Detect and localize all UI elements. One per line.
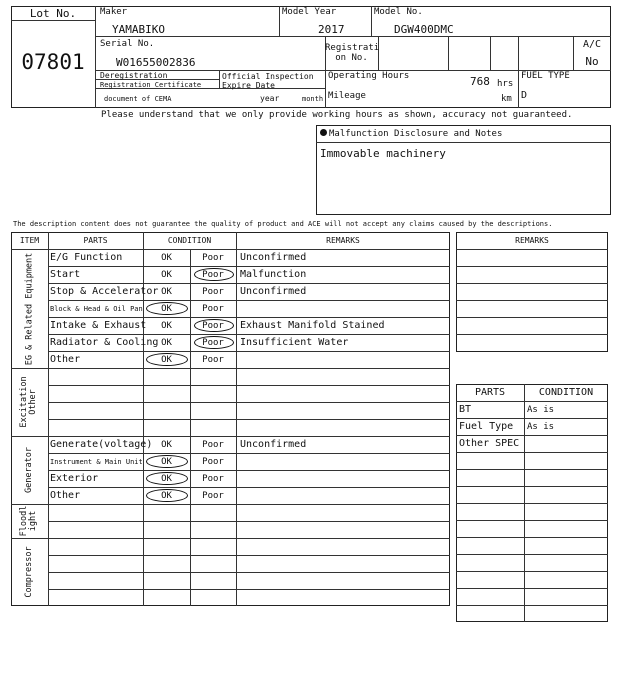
month-label: month: [302, 95, 324, 103]
ok-option: OK: [161, 253, 172, 263]
part-name: Instrument & Main Unit: [50, 458, 143, 466]
registration-certificate-label: Registration Certificate: [100, 81, 202, 89]
part-name: Intake & Exhaust: [50, 320, 147, 331]
ok-option: OK: [161, 270, 172, 280]
fuel-type-value: D: [521, 90, 528, 101]
poor-option: Poor: [202, 321, 224, 331]
grid-line: [456, 300, 608, 301]
serial-label: Serial No.: [100, 39, 155, 49]
grid-line: [48, 470, 450, 471]
grid-line: [456, 554, 608, 555]
mileage-label: Mileage: [328, 91, 366, 101]
inspection-label: Official Inspection Expire Date: [222, 72, 314, 90]
model-year-label: Model Year: [282, 7, 337, 17]
grid-line: [456, 266, 608, 267]
serial-value: W01655002836: [116, 56, 196, 69]
section-label: Compressor: [23, 546, 34, 598]
grid-line: [456, 605, 608, 606]
section-divider: [11, 504, 450, 505]
poor-option: Poor: [202, 338, 224, 348]
section-label: Generator: [23, 446, 34, 494]
spec-condition: As is: [527, 422, 555, 432]
grid-line: [279, 6, 280, 36]
poor-circle-mark: [194, 319, 234, 332]
remark-text: Unconfirmed: [240, 286, 307, 297]
grid-line: [456, 469, 608, 470]
section-label: EG & Related Equipment: [23, 252, 34, 365]
remark-text: Unconfirmed: [240, 439, 307, 450]
grid-line: [95, 6, 96, 108]
remark-text: Malfunction: [240, 269, 307, 280]
remark-text: Unconfirmed: [240, 252, 307, 263]
poor-option: Poor: [202, 355, 224, 365]
grid-line: [48, 385, 450, 386]
ok-option: OK: [161, 355, 172, 365]
part-name: Radiator & Cooling: [50, 337, 159, 348]
grid-line: [11, 249, 450, 250]
hrs-unit: hrs: [497, 79, 514, 89]
poor-option: Poor: [202, 270, 224, 280]
spec-part: BT: [459, 404, 472, 415]
grid-line: [48, 589, 450, 590]
grid-line: [456, 418, 608, 419]
ac-label: A/C: [582, 39, 602, 50]
grid-line: [95, 36, 611, 37]
grid-line: [48, 317, 450, 318]
operating-hours-label: Operating Hours: [328, 71, 410, 81]
part-name: Block & Head & Oil Pan: [50, 305, 143, 313]
part-name: E/G Function: [50, 252, 123, 263]
ok-circle-mark: [146, 455, 188, 468]
km-unit: km: [501, 94, 512, 104]
spec-part: Fuel Type: [459, 421, 514, 432]
ok-circle-mark: [146, 353, 188, 366]
grid-line: [48, 402, 450, 403]
year-label: year: [260, 94, 280, 103]
registration-label: Registrati on No.: [325, 43, 380, 63]
poor-option: Poor: [202, 287, 224, 297]
poor-option: Poor: [202, 457, 224, 467]
model-no-value: DGW400DMC: [394, 23, 454, 36]
grid-line: [456, 317, 608, 318]
grid-line: [48, 419, 450, 420]
grid-line: [371, 6, 372, 36]
ok-option: OK: [161, 474, 172, 484]
deregistration-label: Deregistration: [100, 71, 168, 80]
grid-line: [456, 537, 608, 538]
grid-line: [448, 36, 449, 70]
grid-line: [316, 142, 611, 143]
grid-line: [48, 555, 450, 556]
part-name: Start: [50, 269, 81, 280]
cema-document-label: document of CEMA: [104, 95, 172, 103]
bullet-icon: [320, 129, 327, 136]
grid-line: [48, 300, 450, 301]
poor-circle-mark: [194, 268, 234, 281]
spec-part: Other SPEC: [459, 438, 520, 449]
maker-label: Maker: [100, 7, 128, 17]
poor-option: Poor: [202, 253, 224, 263]
poor-option: Poor: [202, 474, 224, 484]
grid-line: [48, 283, 450, 284]
section-divider: [11, 538, 450, 539]
item-header: ITEM: [19, 236, 40, 245]
grid-line: [456, 571, 608, 572]
grid-line: [48, 351, 450, 352]
lot-number: 07801: [21, 50, 85, 74]
grid-line: [456, 452, 608, 453]
ok-option: OK: [161, 491, 172, 501]
malfunction-notes: Immovable machinery: [320, 147, 446, 160]
coverage-notice: Please understand that we only provide working hours as shown, accuracy not guaranteed.: [101, 110, 573, 120]
model-year-value: 2017: [318, 23, 345, 36]
part-name: Generate(voltage): [50, 439, 153, 450]
grid-line: [48, 487, 450, 488]
parts-header: PARTS: [83, 236, 108, 245]
ok-option: OK: [161, 304, 172, 314]
grid-line: [456, 520, 608, 521]
part-name: Other: [50, 490, 81, 501]
lot-label: Lot No.: [29, 7, 77, 20]
section-label: Floodl ight: [19, 505, 38, 537]
disclaimer-text: The description content does not guarantee the quality of product and ACE will not accept any claims caused by the descriptions.: [13, 220, 553, 228]
part-name: Exterior: [50, 473, 99, 484]
remarks-header: REMARKS: [326, 236, 360, 245]
operating-hours-value: 768: [470, 75, 490, 88]
ok-circle-mark: [146, 302, 188, 315]
grid-line: [456, 588, 608, 589]
remark-text: Exhaust Manifold Stained: [240, 320, 385, 331]
grid-line: [11, 20, 95, 21]
condition-divider: [190, 249, 191, 606]
grid-line: [48, 334, 450, 335]
spec-condition-header: CONDITION: [538, 387, 594, 398]
grid-line: [456, 249, 608, 250]
grid-line: [456, 486, 608, 487]
grid-line: [490, 36, 491, 70]
section-divider: [11, 368, 450, 369]
grid-line: [456, 334, 608, 335]
grid-line: [48, 453, 450, 454]
grid-line: [518, 36, 519, 108]
ok-option: OK: [161, 287, 172, 297]
section-label: Excitation Other: [19, 376, 38, 428]
ok-circle-mark: [146, 489, 188, 502]
malfunction-title: [320, 129, 502, 139]
grid-line: [456, 283, 608, 284]
grid-line: [456, 401, 608, 402]
model-no-label: Model No.: [374, 7, 423, 17]
grid-line: [48, 521, 450, 522]
ok-option: OK: [161, 338, 172, 348]
remark-text: Insufficient Water: [240, 337, 349, 348]
section-divider: [11, 436, 450, 437]
grid-line: [456, 435, 608, 436]
grid-line: [48, 266, 450, 267]
grid-line: [219, 70, 220, 88]
maker-value: YAMABIKO: [112, 23, 165, 36]
ok-option: OK: [161, 440, 172, 450]
poor-option: Poor: [202, 491, 224, 501]
spec-parts-header: PARTS: [474, 387, 506, 398]
fuel-type-label: FUEL TYPE: [521, 71, 570, 81]
ok-circle-mark: [146, 472, 188, 485]
part-name: Other: [50, 354, 81, 365]
condition-header: CONDITION: [167, 236, 212, 245]
grid-line: [48, 572, 450, 573]
spec-condition: As is: [527, 405, 555, 415]
malfunction-title-text: Malfunction Disclosure and Notes: [329, 129, 503, 139]
ok-option: OK: [161, 457, 172, 467]
side-remarks-header: REMARKS: [515, 236, 549, 245]
poor-option: Poor: [202, 304, 224, 314]
poor-option: Poor: [202, 440, 224, 450]
ok-option: OK: [161, 321, 172, 331]
ac-value: No: [585, 55, 599, 68]
part-name: Stop & Accelerator: [50, 286, 159, 297]
grid-line: [456, 503, 608, 504]
grid-line: [378, 36, 379, 70]
poor-circle-mark: [194, 336, 234, 349]
